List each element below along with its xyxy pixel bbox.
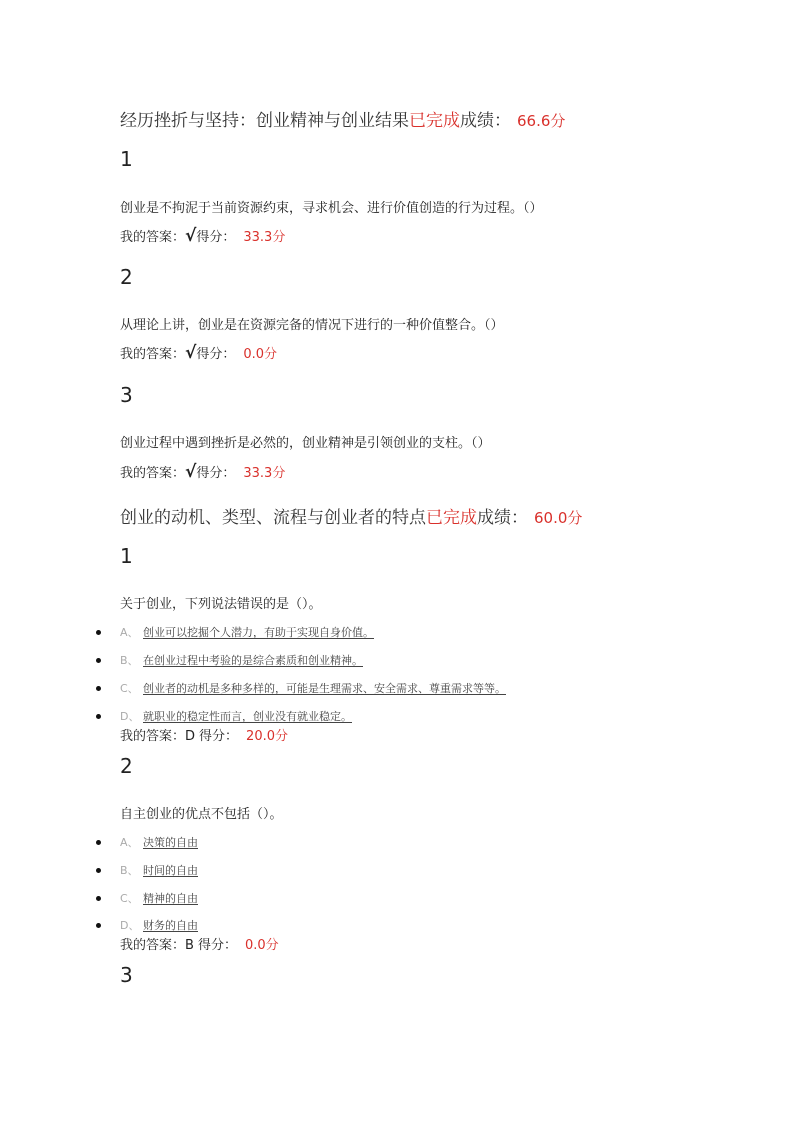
bullet-icon	[96, 868, 101, 873]
section-title-2	[120, 503, 582, 528]
question-number: 2	[120, 754, 133, 778]
score-label: 得分：	[196, 347, 236, 362]
question-number: 2	[120, 265, 133, 289]
option-letter: C、	[120, 682, 139, 695]
score-label: 得分：	[199, 729, 239, 744]
answer-label: 我的答案：	[120, 466, 186, 481]
answer-line	[120, 343, 277, 363]
question-score: 33.3分	[243, 230, 286, 245]
option-text[interactable]: 在创业过程中考验的是综合素质和创业精神。	[143, 654, 363, 667]
score-label: 得分：	[196, 466, 236, 481]
option-letter: D、	[120, 919, 140, 932]
option-text[interactable]: 时间的自由	[143, 864, 198, 877]
bullet-icon	[96, 896, 101, 901]
option-letter: C、	[120, 892, 139, 905]
answer-value: D	[185, 729, 196, 744]
bullet-icon	[96, 686, 101, 691]
score-label: 得分：	[196, 230, 236, 245]
bullet-icon	[96, 923, 101, 928]
answer-line	[120, 934, 279, 953]
section-score: 60.0分	[534, 509, 583, 527]
option-letter: B、	[120, 864, 139, 877]
section-title-text: 创业的动机、类型、流程与创业者的特点	[120, 508, 426, 528]
question-score: 20.0分	[246, 729, 288, 744]
answer-value: √	[185, 462, 197, 482]
status-badge: 已完成	[426, 508, 477, 528]
option-letter: A、	[120, 836, 139, 849]
bullet-icon	[96, 840, 101, 845]
question-score: 33.3分	[243, 466, 286, 481]
question-number: 1	[120, 544, 133, 568]
answer-value: √	[185, 226, 197, 246]
option-text[interactable]: 创业可以挖掘个人潜力，有助于实现自身价值。	[143, 626, 374, 639]
question-text: 关于创业，下列说法错误的是（）。	[120, 597, 322, 612]
score-label: 得分：	[197, 938, 237, 953]
answer-value: B	[185, 938, 194, 953]
bullet-icon	[96, 658, 101, 663]
section-title-1	[120, 106, 565, 131]
option-letter: B、	[120, 654, 139, 667]
question-number: 3	[120, 383, 133, 407]
question-score: 0.0分	[243, 347, 278, 362]
answer-label: 我的答案：	[120, 230, 186, 245]
answer-label: 我的答案：	[120, 938, 186, 953]
option-letter: D、	[120, 710, 140, 723]
answer-line	[120, 725, 288, 744]
status-badge: 已完成	[409, 111, 460, 131]
answer-line	[120, 462, 285, 482]
section-title-text: 经历挫折与坚持：创业精神与创业结果	[120, 111, 409, 131]
bullet-icon	[96, 714, 101, 719]
option-letter: A、	[120, 626, 139, 639]
question-number: 1	[120, 147, 133, 171]
option-text[interactable]: 创业者的动机是多种多样的，可能是生理需求、安全需求、尊重需求等等。	[143, 682, 506, 695]
option-text[interactable]: 决策的自由	[143, 836, 198, 849]
option-text[interactable]: 精神的自由	[143, 892, 198, 905]
answer-value: √	[185, 343, 197, 363]
answer-line	[120, 226, 285, 246]
question-score: 0.0分	[244, 938, 279, 953]
option-text[interactable]: 财务的自由	[143, 919, 198, 932]
question-text: 自主创业的优点不包括（）。	[120, 807, 283, 822]
score-label: 成绩：	[460, 111, 511, 131]
answer-label: 我的答案：	[120, 729, 186, 744]
answer-label: 我的答案：	[120, 347, 186, 362]
question-text: 创业是不拘泥于当前资源约束，寻求机会、进行价值创造的行为过程。（）	[120, 201, 543, 216]
question-number: 3	[120, 963, 133, 987]
bullet-icon	[96, 630, 101, 635]
score-label: 成绩：	[477, 508, 528, 528]
option-text[interactable]: 就职业的稳定性而言，创业没有就业稳定。	[143, 710, 352, 723]
section-score: 66.6分	[517, 112, 566, 130]
question-text: 创业过程中遇到挫折是必然的，创业精神是引领创业的支柱。（）	[120, 436, 491, 451]
question-text: 从理论上讲，创业是在资源完备的情况下进行的一种价值整合。（）	[120, 318, 504, 333]
